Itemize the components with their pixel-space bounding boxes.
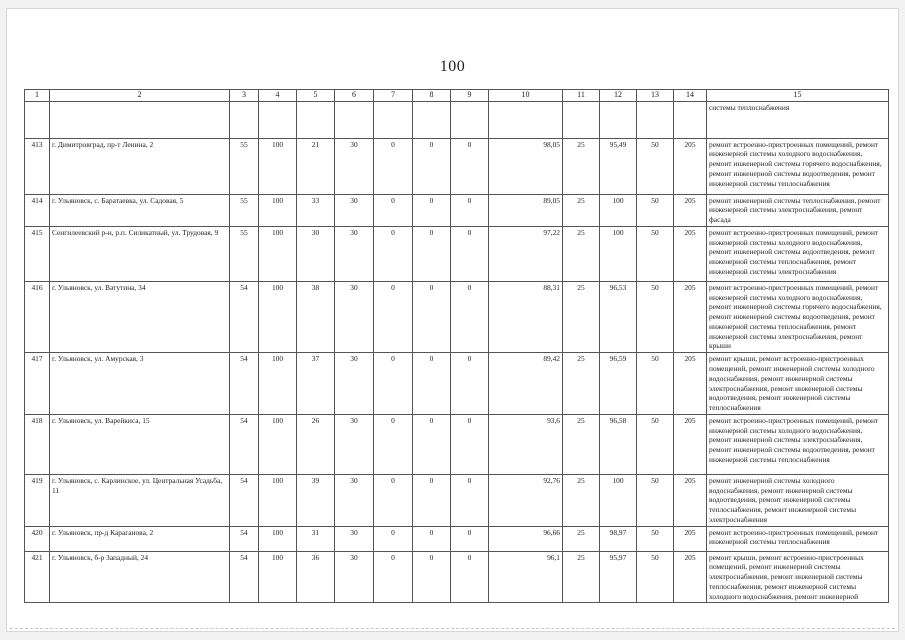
row-number: 420 [25,526,50,551]
value-cell: 95,97 [600,551,637,603]
value-cell: 0 [374,414,413,474]
work-description: ремонт встроенно-пристроенных помещений, ремонт инженерной системы холодного водоснабжения, ремонт инженерной системы водоотведения, ремонт инженерной системы теплоснабжения, ремонт инженерной системы электроснабжения [707,226,889,281]
value-cell: 25 [563,226,600,281]
address-cell: г. Ульяновск, ул. Ватутина, 34 [50,281,230,352]
address-cell: г. Ульяновск, пр-д Караганова, 2 [50,526,230,551]
value-cell: 0 [374,353,413,415]
column-number: 4 [259,90,297,102]
column-number-row [25,90,889,102]
table-row [25,551,889,603]
value-cell: 25 [563,194,600,226]
value-cell: 25 [563,414,600,474]
address-cell: г. Димитровград, пр-т Ленина, 2 [50,138,230,194]
value-cell: 50 [637,551,674,603]
value-cell: 0 [374,474,413,526]
value-cell: 88,31 [489,281,563,352]
value-cell: 21 [297,138,335,194]
work-description: ремонт встроенно-пристроенных помещений, ремонт инженерной системы теплоснабжения [707,526,889,551]
value-cell: 54 [230,474,259,526]
table-row [25,526,889,551]
value-cell: 0 [451,526,489,551]
value-cell: 0 [413,526,451,551]
value-cell: 93,6 [489,414,563,474]
row-number: 414 [25,194,50,226]
value-cell: 54 [230,551,259,603]
column-number: 12 [600,90,637,102]
value-cell: 25 [563,474,600,526]
address-cell: г. Ульяновск, б-р Западный, 24 [50,551,230,603]
value-cell: 31 [297,526,335,551]
value-cell: 30 [335,414,374,474]
value-cell: 97,22 [489,226,563,281]
value-cell: 50 [637,138,674,194]
value-cell: 54 [230,414,259,474]
value-cell: 205 [674,414,707,474]
value-cell: 30 [335,526,374,551]
table-row [25,226,889,281]
value-cell: 36 [297,551,335,603]
row-number: 421 [25,551,50,603]
value-cell: 33 [297,194,335,226]
continuation-row [25,101,889,138]
value-cell: 38 [297,281,335,352]
value-cell: 25 [563,138,600,194]
value-cell: 50 [637,353,674,415]
address-cell: г. Ульяновск, с. Карлинское, ул. Центральная Усадьба, 11 [50,474,230,526]
row-number: 418 [25,414,50,474]
value-cell: 92,76 [489,474,563,526]
work-description: ремонт встроенно-пристроенных помещений, ремонт инженерной системы холодного водоснабжения, ремонт инженерной системы горячего водоснабжения, ремонт инженерной системы водоотведения, ремонт инженерной системы теплоснабжения [707,138,889,194]
value-cell: 30 [335,353,374,415]
row-number: 413 [25,138,50,194]
value-cell: 89,05 [489,194,563,226]
value-cell: 89,42 [489,353,563,415]
value-cell: 0 [413,414,451,474]
value-cell: 95,49 [600,138,637,194]
value-cell: 100 [259,474,297,526]
value-cell: 30 [335,194,374,226]
value-cell: 100 [600,474,637,526]
value-cell: 205 [674,353,707,415]
value-cell: 55 [230,138,259,194]
work-description: системы теплоснабжения [707,101,889,138]
value-cell: 0 [413,138,451,194]
value-cell: 30 [335,551,374,603]
value-cell: 25 [563,281,600,352]
work-description: ремонт инженерной системы холодного водоснабжения, ремонт инженерной системы водоотведения, ремонт инженерной системы теплоснабжения, ремонт инженерной системы электроснабжения [707,474,889,526]
value-cell: 50 [637,194,674,226]
value-cell: 30 [335,138,374,194]
value-cell: 205 [674,526,707,551]
value-cell: 30 [335,226,374,281]
row-number: 419 [25,474,50,526]
value-cell: 96,58 [600,414,637,474]
row-number: 415 [25,226,50,281]
value-cell: 0 [451,551,489,603]
value-cell: 100 [600,226,637,281]
work-description: ремонт встроенно-пристроенных помещений, ремонт инженерной системы холодного водоснабжения, ремонт инженерной системы электроснабжения, ремонт инженерной системы водоотведения, ремонт инженерной системы теплоснабжения [707,414,889,474]
value-cell: 100 [259,353,297,415]
value-cell: 26 [297,414,335,474]
value-cell: 205 [674,474,707,526]
value-cell: 98,97 [600,526,637,551]
value-cell: 0 [374,281,413,352]
value-cell: 30 [335,281,374,352]
address-cell: г. Ульяновск, ул. Варейкиса, 15 [50,414,230,474]
value-cell: 0 [451,226,489,281]
value-cell: 55 [230,226,259,281]
column-number: 11 [563,90,600,102]
value-cell: 0 [451,194,489,226]
work-description: ремонт встроенно-пристроенных помещений, ремонт инженерной системы холодного водоснабжения, ремонт инженерной системы горячего водоснабжения, ремонт инженерной системы водоотведения, ремонт инженерной системы теплоснабжения, ремонт инженерной системы электроснабжения, ремонт крыши [707,281,889,352]
value-cell: 100 [259,551,297,603]
value-cell: 30 [335,474,374,526]
value-cell: 50 [637,281,674,352]
value-cell: 96,59 [600,353,637,415]
work-description: ремонт крыши, ремонт встроенно-пристроенных помещений, ремонт инженерной системы холодного водоснабжения, ремонт инженерной системы электроснабжения, ремонт инженерной системы водоотведения, ремонт инженерной системы теплоснабжения [707,353,889,415]
value-cell: 25 [563,526,600,551]
value-cell: 0 [413,194,451,226]
row-number: 417 [25,353,50,415]
value-cell: 100 [259,526,297,551]
table-row [25,353,889,415]
value-cell: 0 [374,194,413,226]
row-number: 416 [25,281,50,352]
value-cell: 50 [637,226,674,281]
value-cell: 25 [563,551,600,603]
table-row [25,474,889,526]
column-number: 1 [25,90,50,102]
column-number: 15 [707,90,889,102]
column-number: 10 [489,90,563,102]
value-cell: 37 [297,353,335,415]
column-number: 6 [335,90,374,102]
value-cell: 0 [451,353,489,415]
column-number: 5 [297,90,335,102]
value-cell: 96,1 [489,551,563,603]
column-number: 2 [50,90,230,102]
repair-program-table [24,89,889,603]
table-row [25,138,889,194]
value-cell: 205 [674,281,707,352]
address-cell: Сенгилеевский р-н, р.п. Силикатный, ул. Трудовая, 9 [50,226,230,281]
value-cell: 0 [451,138,489,194]
value-cell: 100 [259,414,297,474]
value-cell: 39 [297,474,335,526]
value-cell: 54 [230,526,259,551]
value-cell: 0 [451,281,489,352]
value-cell: 100 [259,226,297,281]
value-cell: 100 [259,194,297,226]
value-cell: 0 [413,551,451,603]
value-cell: 100 [259,281,297,352]
value-cell: 205 [674,194,707,226]
address-cell: г. Ульяновск, с. Баратаевка, ул. Садовая, 5 [50,194,230,226]
value-cell: 55 [230,194,259,226]
value-cell: 30 [297,226,335,281]
value-cell: 0 [374,526,413,551]
column-number: 7 [374,90,413,102]
table-row [25,414,889,474]
value-cell: 0 [451,474,489,526]
column-number: 8 [413,90,451,102]
column-number: 9 [451,90,489,102]
value-cell: 96,66 [489,526,563,551]
value-cell: 50 [637,526,674,551]
value-cell: 0 [374,138,413,194]
value-cell: 25 [563,353,600,415]
value-cell: 205 [674,138,707,194]
value-cell: 96,53 [600,281,637,352]
value-cell: 0 [413,353,451,415]
column-number: 13 [637,90,674,102]
table-row [25,194,889,226]
value-cell: 0 [413,226,451,281]
address-cell: г. Ульяновск, ул. Амурская, 3 [50,353,230,415]
value-cell: 0 [413,474,451,526]
value-cell: 205 [674,551,707,603]
column-number: 14 [674,90,707,102]
value-cell: 0 [413,281,451,352]
value-cell: 205 [674,226,707,281]
work-description: ремонт крыши, ремонт встроенно-пристроенных помещений, ремонт инженерной системы электроснабжения, ремонт инженерной системы теплоснабжения, ремонт инженерной системы холодного водоснабжения, ремонт инженерной [707,551,889,603]
value-cell: 0 [374,226,413,281]
value-cell: 98,05 [489,138,563,194]
work-description: ремонт инженерной системы теплоснабжения, ремонт инженерной системы электроснабжения, ремонт фасада [707,194,889,226]
value-cell: 0 [451,414,489,474]
value-cell: 0 [374,551,413,603]
page-number: 100 [439,58,466,75]
table-row [25,281,889,352]
value-cell: 50 [637,414,674,474]
page-bottom-edge [10,628,895,629]
value-cell: 54 [230,353,259,415]
value-cell: 100 [259,138,297,194]
value-cell: 50 [637,474,674,526]
column-number: 3 [230,90,259,102]
value-cell: 100 [600,194,637,226]
value-cell: 54 [230,281,259,352]
